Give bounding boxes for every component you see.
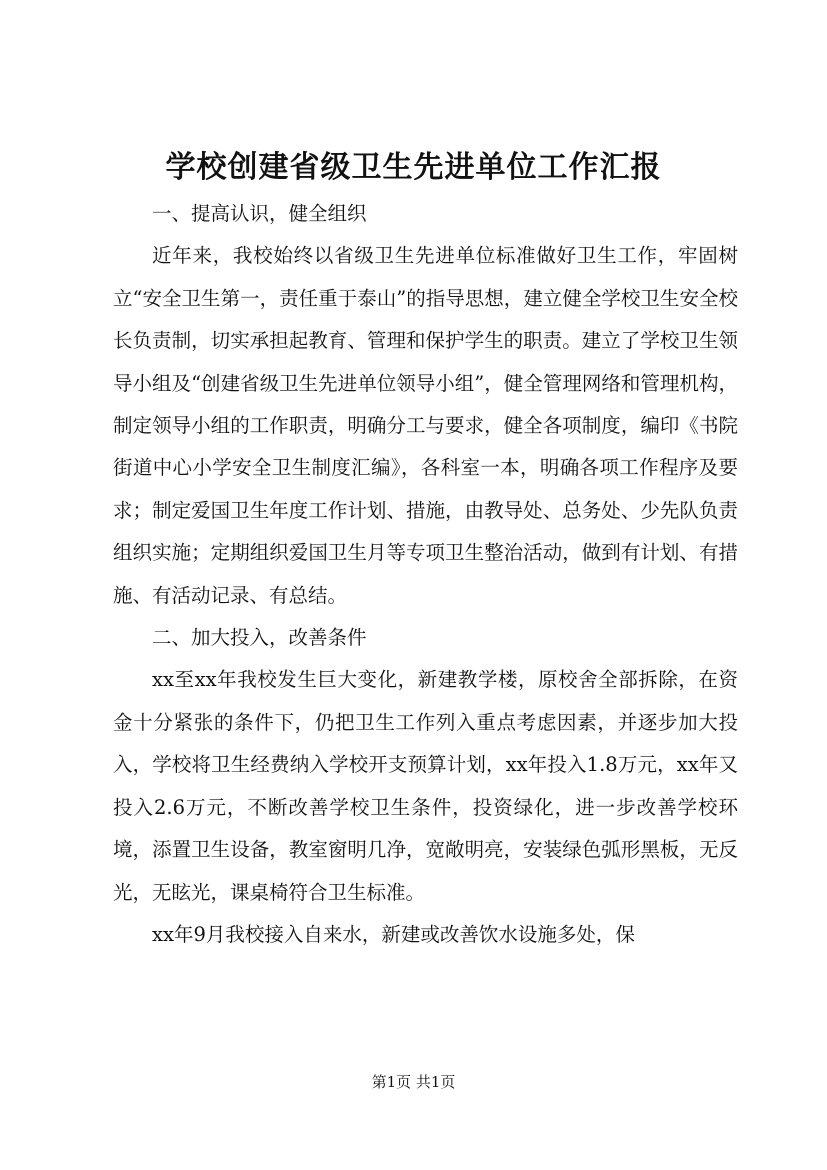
paragraph-2: xx至xx年我校发生巨大变化，新建教学楼，原校舍全部拆除，在资金十分紧张的条件下，仍把卫生工作列入重点考虑因素，并逐步加大投入，学校将卫生经费纳入学校开支预算计划，xx年投入1.8万元，xx年又投入2.6万元，不断改善学校卫生条件，投资绿化，进一步改善学校环境，添置卫生设备，教室窗明几净，宽敞明亮，安装绿色弧形黑板，无反光，无眩光，课桌椅符合卫生标准。	[113, 668, 738, 904]
section-heading-1: 一、提高认识，健全组织	[152, 202, 367, 225]
page-footer: 第1页 共1页	[371, 1073, 456, 1091]
paragraph-1: 近年来，我校始终以省级卫生先进单位标准做好卫生工作，牢固树立“安全卫生第一，责任重于泰山”的指导思想，建立健全学校卫生安全校长负责制，切实承担起教育、管理和保护学生的职责。建立了学校卫生领导小组及“创建省级卫生先进单位领导小组”，健全管理网络和管理机构，制定领导小组的工作职责，明确分工与要求，健全各项制度，编印《书院街道中心小学安全卫生制度汇编》，各科室一本，明确各项工作程序及要求；制定爱国卫生年度工作计划、措施，由教导处、总务处、少先队负责组织实施；定期组织爱国卫生月等专项卫生整治活动，做到有计划、有措施、有活动记录、有总结。	[113, 244, 738, 607]
section-heading-2: 二、加大投入，改善条件	[152, 626, 367, 650]
document-body	[113, 193, 738, 956]
document-title: 学校创建省级卫生先进单位工作汇报	[165, 150, 662, 185]
paragraph-3: xx年9月我校接入自来水，新建或改善饮水设施多处，保	[152, 922, 635, 946]
